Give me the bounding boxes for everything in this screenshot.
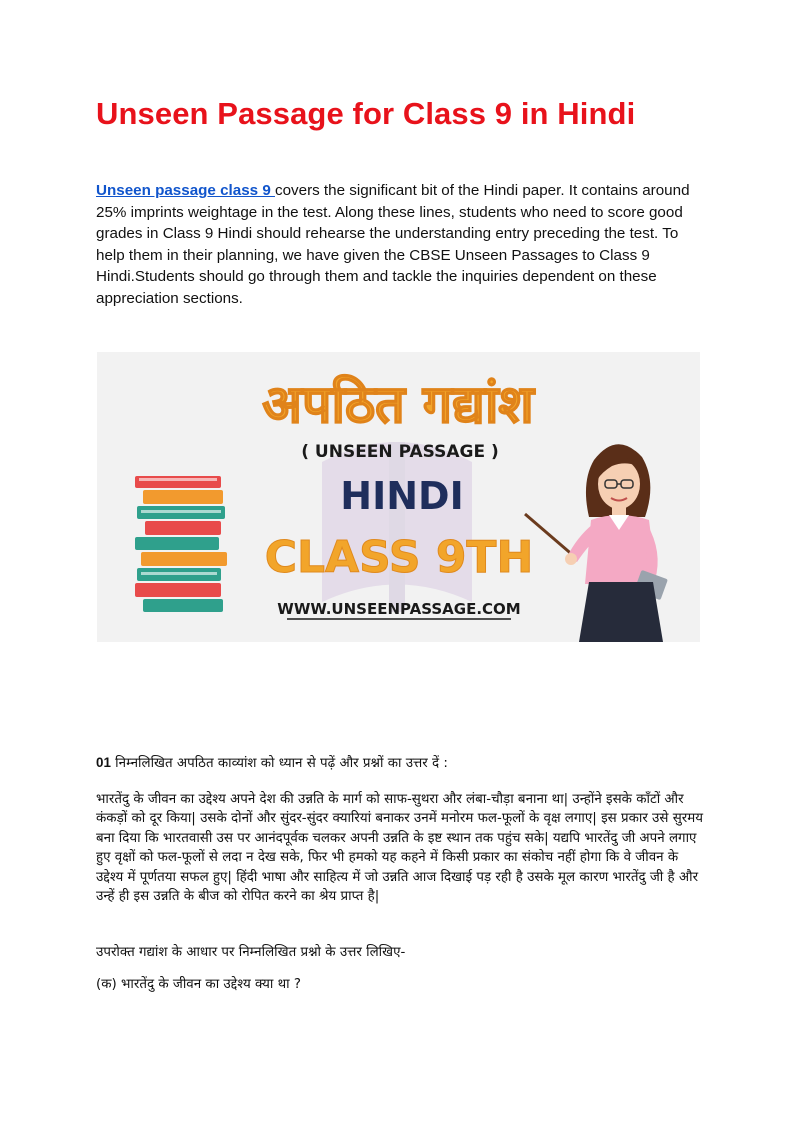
banner-image (97, 352, 700, 642)
question-number: 01 (96, 755, 111, 770)
passage-text: भारतेंदु के जीवन का उद्देश्य अपने देश की उन्नति के मार्ग को साफ-सुथरा और लंबा-चौड़ा बनाना था| उन्होंने इसके काँटों और कंकड़ों को दूर किया| उसके दोनों और सुंदर-सुंदर क्यारियां बनाकर उनमें मनोरम फल-फूलों के वृक्ष लगाए| इस प्रकार उसे सुरमय बना दिया कि भारतवासी उस पर आनंदपूर्वक चलकर अपनी उन्नति के इष्ट स्थान तक पहुंच सके| यद्यपि भारतेंदु जी अपने लगाए हुए वृक्षों को फल-फूलों से लदा न देख सके, फिर भी हमको यह कहने में किसी प्रकार का संकोच नहीं होगा कि वे जीवन के उद्देश्य में पूर्णतया सफल हुए| हिंदी भाषा और साहित्य में जो उन्नति आज दिखाई पड़ रही है उसके मूल कारण भारतेंदु जी है और उन्हें ही इस उन्नति के बीज को रोपित करने का श्रेय प्राप्त है| (96, 792, 704, 905)
intro-paragraph (96, 180, 702, 310)
question-heading-text: निम्नलिखित अपठित काव्यांश को ध्यान से पढ़ें और प्रश्नों का उत्तर दें : (115, 756, 448, 771)
book-stack-icon (135, 476, 227, 612)
intro-text: covers the significant bit of the Hindi paper. It contains around 25% imprints weightage in the test. Along these lines, students who need to score good grades in Class 9 Hindi should rehearse the understanding entry preceding the test. To help them in their planning, we have given the CBSE Unseen Passages to Class 9 Hindi.Students should go through them and tackle the inquiries dependent on these appreciation sections. (96, 182, 690, 307)
unseen-passage-link[interactable]: Unseen passage class 9 (96, 182, 275, 199)
sub-question-ka: (क) भारतेंदु के जीवन का उद्देश्य क्या था ? (96, 977, 302, 992)
instruction-text: उपरोक्त गद्यांश के आधार पर निम्नलिखित प्रश्नो के उत्तर लिखिए- (96, 945, 406, 960)
page-title: Unseen Passage for Class 9 in Hindi (96, 96, 636, 131)
banner-website: WWW.UNSEENPASSAGE.COM (277, 600, 521, 618)
question-heading (96, 753, 702, 773)
banner-subtitle: ( UNSEEN PASSAGE ) (301, 442, 499, 462)
banner-class-label: CLASS 9TH (264, 532, 534, 583)
banner-hindi-title: अपठित गद्यांश (262, 375, 534, 435)
banner-subject: HINDI (340, 474, 464, 518)
